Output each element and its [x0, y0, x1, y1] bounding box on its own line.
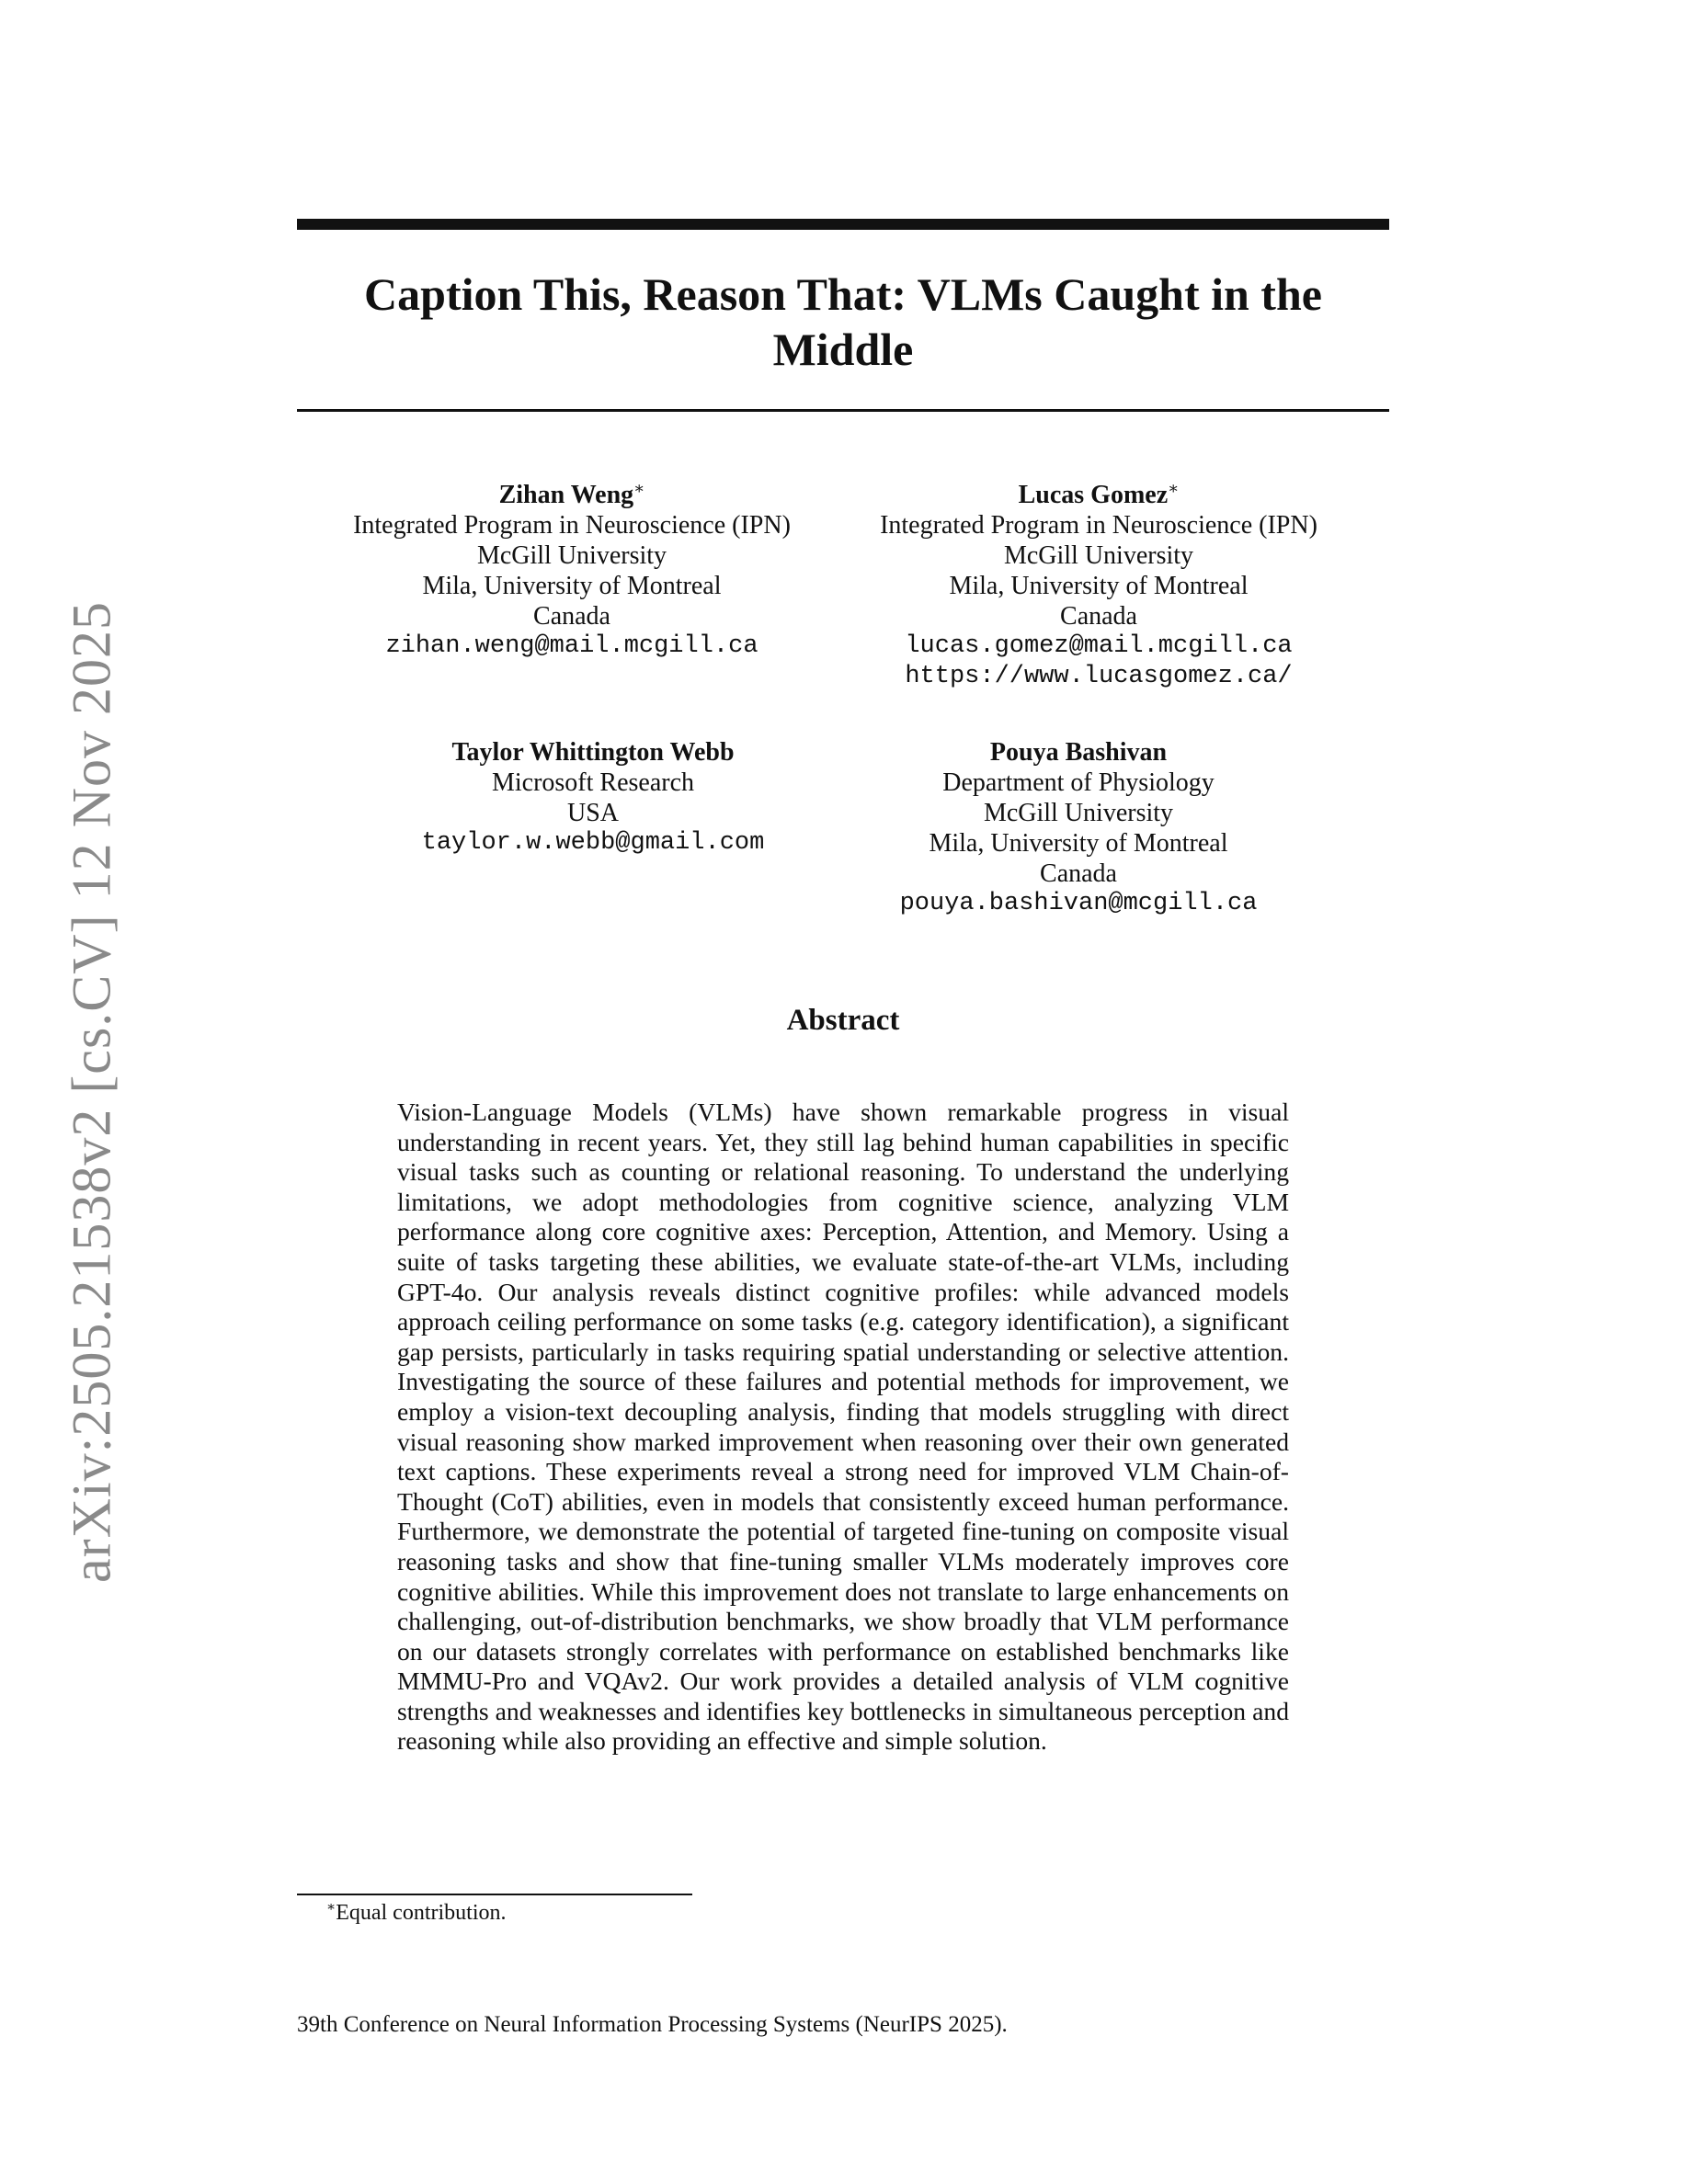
author-block-weng — [296, 480, 848, 662]
author-affiliation: Mila, University of Montreal — [422, 572, 722, 600]
author-affiliation: Mila, University of Montreal — [929, 829, 1228, 858]
author-block-webb — [317, 737, 869, 859]
author-email[interactable]: pouya.bashivan@mcgill.ca — [899, 890, 1258, 917]
equal-contribution-mark: ∗ — [633, 479, 645, 497]
footnote-mark: ∗ — [326, 1900, 336, 1915]
author-name: Zihan Weng∗ — [498, 479, 645, 509]
abstract-text: Vision-Language Models (VLMs) have shown remarkable progress in visual understanding in recent years. Yet, they still lag behind human capabilities in specific visual tasks such as counting or relational reasoning. To understand the underlying limitations, we adopt methodologies from cognitive science, analyzing VLM performance along core cognitive axes: Perception, Attention, and Memory. Using a suite of tasks targeting these abilities, we evaluate state-of-the-art VLMs, including GPT-4o. Our analysis reveals distinct cognitive profiles: while advanced models approach ceiling performance on some tasks (e.g. category identification), a significant gap persists, particularly in tasks requiring spatial understanding or selective attention. Investigating the source of these failures and potential methods for improvement, we employ a vision-text decoupling analysis, finding that models struggling with direct visual reasoning show marked improvement when reasoning over their own generated text captions. These experiments reveal a strong need for improved VLM Chain-of-Thought (CoT) abilities, even in models that consistently exceed human performance. Furthermore, we demonstrate the potential of targeted fine-tuning on composite visual reasoning tasks and show that fine-tuning smaller VLMs moderately improves core cognitive abilities. While this improvement does not translate to large enhancements on challenging, out-of-distribution benchmarks, we show broadly that VLM performance on our datasets strongly correlates with performance on established benchmarks like MMMU-Pro and VQAv2. Our work provides a detailed analysis of VLM cognitive strengths and weaknesses and identifies key bottlenecks in simultaneous perception and reasoning while also providing an effective and simple solution. — [397, 1098, 1289, 1756]
title-top-rule — [297, 219, 1389, 230]
author-affiliation: Department of Physiology — [942, 768, 1215, 797]
author-email[interactable]: lucas.gomez@mail.mcgill.ca — [905, 632, 1293, 660]
paper-title: Caption This, Reason That: VLMs Caught in the Middle — [364, 268, 1322, 375]
footnote-text: Equal contribution. — [336, 1901, 507, 1925]
footnote — [326, 1899, 507, 1927]
title-bottom-rule — [297, 409, 1389, 412]
author-name: Pouya Bashivan — [989, 738, 1168, 767]
author-block-gomez — [823, 480, 1374, 692]
author-name: Taylor Whittington Webb — [451, 738, 735, 767]
author-affiliation: Integrated Program in Neuroscience (IPN) — [353, 511, 791, 540]
author-email[interactable]: zihan.weng@mail.mcgill.ca — [385, 632, 758, 660]
arxiv-identifier: arXiv:2505.21538v2 [cs.CV] 12 Nov 2025 — [61, 601, 122, 1583]
author-country: Canada — [1040, 859, 1117, 888]
author-affiliation: McGill University — [983, 799, 1174, 827]
author-affiliation: Integrated Program in Neuroscience (IPN) — [880, 511, 1317, 540]
author-name: Lucas Gomez∗ — [1018, 479, 1180, 509]
author-block-bashivan — [803, 737, 1354, 919]
author-affiliation: Microsoft Research — [491, 768, 695, 797]
author-country: Canada — [1060, 602, 1137, 631]
author-affiliation: McGill University — [476, 541, 667, 570]
venue-note: 39th Conference on Neural Information Processing Systems (NeurIPS 2025). — [297, 2012, 1008, 2037]
author-affiliation: McGill University — [1003, 541, 1194, 570]
footnote-rule — [297, 1894, 692, 1895]
abstract-heading: Abstract — [786, 1004, 900, 1037]
author-country: USA — [566, 799, 619, 827]
author-email[interactable]: taylor.w.webb@gmail.com — [421, 829, 765, 857]
author-affiliation: Mila, University of Montreal — [949, 572, 1249, 600]
author-website-link[interactable]: https://www.lucasgomez.ca/ — [905, 663, 1293, 690]
equal-contribution-mark: ∗ — [1168, 479, 1180, 497]
author-country: Canada — [533, 602, 610, 631]
